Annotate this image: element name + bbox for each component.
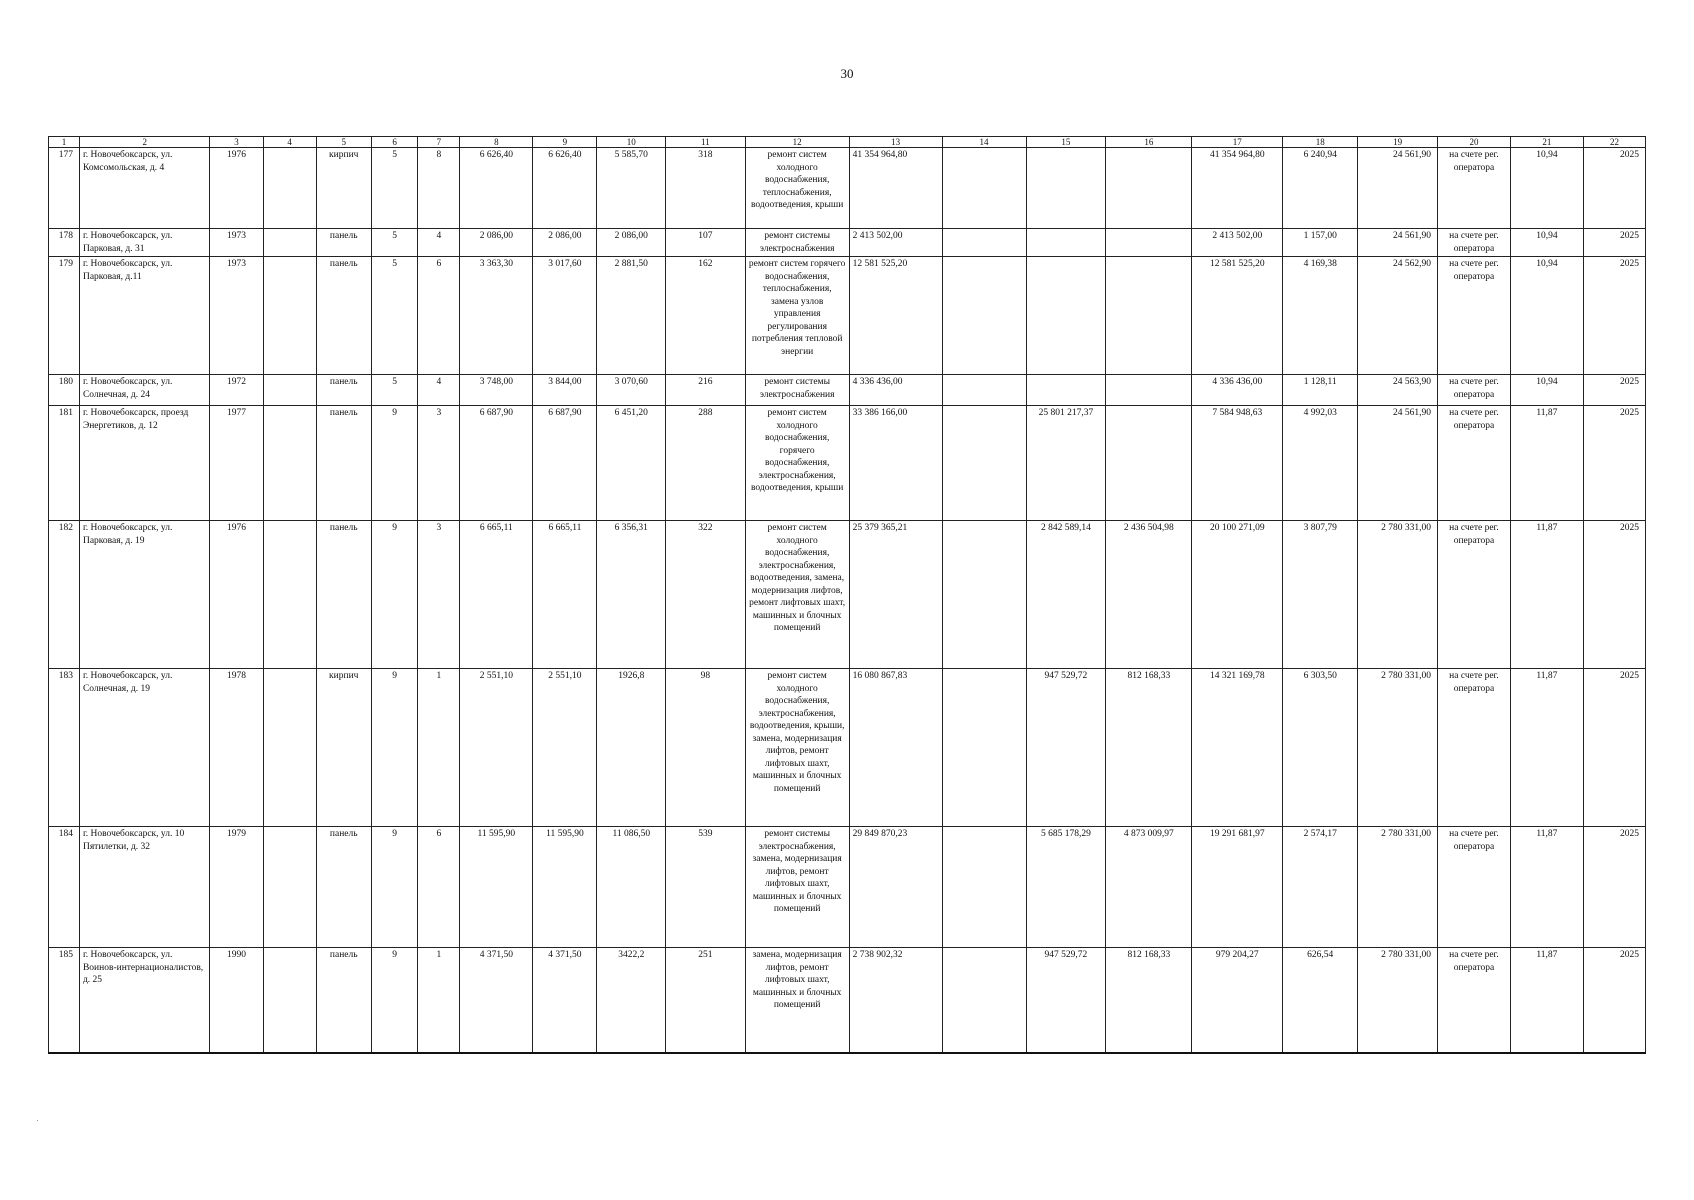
column-number: 7 xyxy=(418,137,460,148)
works-cell: ремонт систем горячего водоснабжения, теплоснабжения, замена узлов управления регулирования потребления тепловой энергии xyxy=(745,257,849,375)
floors-cell: 5 xyxy=(371,229,417,257)
row-number: 183 xyxy=(49,669,80,827)
col19-cell: 24 562,90 xyxy=(1358,257,1438,375)
col19-cell: 2 780 331,00 xyxy=(1358,827,1438,948)
wall-material-cell: панель xyxy=(316,406,371,521)
column-number: 4 xyxy=(263,137,316,148)
col16-cell: 812 168,33 xyxy=(1106,669,1192,827)
year-planned-cell: 2025 xyxy=(1583,257,1645,375)
column-number: 14 xyxy=(942,137,1026,148)
year-built-cell: 1976 xyxy=(210,148,263,229)
col4-cell xyxy=(263,948,316,1054)
funding-cell: на счете рег. оператора xyxy=(1437,375,1510,406)
col14-cell xyxy=(942,669,1026,827)
row-number: 180 xyxy=(49,375,80,406)
year-planned-cell: 2025 xyxy=(1583,669,1645,827)
col14-cell xyxy=(942,406,1026,521)
entrances-cell: 8 xyxy=(418,148,460,229)
residents-cell: 98 xyxy=(666,669,746,827)
year-built-cell: 1976 xyxy=(210,521,263,669)
entrances-cell: 4 xyxy=(418,229,460,257)
col18-cell: 4 992,03 xyxy=(1283,406,1358,521)
col17-cell: 41 354 964,80 xyxy=(1192,148,1283,229)
residential-area-cell: 3 070,60 xyxy=(597,375,666,406)
col4-cell xyxy=(263,375,316,406)
funding-cell: на счете рег. оператора xyxy=(1437,406,1510,521)
table-row xyxy=(49,406,1646,521)
col4-cell xyxy=(263,827,316,948)
table-row xyxy=(49,827,1646,948)
wall-material-cell: панель xyxy=(316,948,371,1054)
row-number: 179 xyxy=(49,257,80,375)
col15-cell: 25 801 217,37 xyxy=(1026,406,1106,521)
floors-cell: 9 xyxy=(371,669,417,827)
wall-material-cell: кирпич xyxy=(316,669,371,827)
apartments-area-cell: 3 017,60 xyxy=(533,257,597,375)
works-cell: ремонт систем холодного водоснабжения, теплоснабжения, водоотведения, крыши xyxy=(745,148,849,229)
residents-cell: 318 xyxy=(666,148,746,229)
funding-cell: на счете рег. оператора xyxy=(1437,521,1510,669)
row-number: 182 xyxy=(49,521,80,669)
floors-cell: 5 xyxy=(371,375,417,406)
works-cell: ремонт систем холодного водоснабжения, горячего водоснабжения, электроснабжения, водоотведения, крыши xyxy=(745,406,849,521)
column-number: 8 xyxy=(460,137,533,148)
total-cost-cell: 2 413 502,00 xyxy=(849,229,942,257)
col14-cell xyxy=(942,229,1026,257)
total-cost-cell: 16 080 867,83 xyxy=(849,669,942,827)
wall-material-cell: панель xyxy=(316,521,371,669)
address-cell: г. Новочебоксарск, ул. Комсомольская, д. 4 xyxy=(79,148,210,229)
residential-area-cell: 1926,8 xyxy=(597,669,666,827)
total-area-cell: 6 665,11 xyxy=(460,521,533,669)
col21-cell: 10,94 xyxy=(1510,148,1583,229)
col16-cell: 4 873 009,97 xyxy=(1106,827,1192,948)
col15-cell: 2 842 589,14 xyxy=(1026,521,1106,669)
works-cell: замена, модернизация лифтов, ремонт лифтовых шахт, машинных и блочных помещений xyxy=(745,948,849,1054)
year-built-cell: 1973 xyxy=(210,229,263,257)
page-number: 30 xyxy=(840,66,854,81)
apartments-area-cell: 4 371,50 xyxy=(533,948,597,1054)
col19-cell: 24 563,90 xyxy=(1358,375,1438,406)
total-cost-cell: 4 336 436,00 xyxy=(849,375,942,406)
table-row xyxy=(49,375,1646,406)
col18-cell: 2 574,17 xyxy=(1283,827,1358,948)
funding-cell: на счете рег. оператора xyxy=(1437,229,1510,257)
col18-cell: 1 157,00 xyxy=(1283,229,1358,257)
wall-material-cell: панель xyxy=(316,229,371,257)
floors-cell: 5 xyxy=(371,148,417,229)
total-area-cell: 2 551,10 xyxy=(460,669,533,827)
entrances-cell: 1 xyxy=(418,669,460,827)
floors-cell: 9 xyxy=(371,827,417,948)
residents-cell: 107 xyxy=(666,229,746,257)
year-planned-cell: 2025 xyxy=(1583,948,1645,1054)
year-planned-cell: 2025 xyxy=(1583,148,1645,229)
residential-area-cell: 6 451,20 xyxy=(597,406,666,521)
year-planned-cell: 2025 xyxy=(1583,406,1645,521)
wall-material-cell: кирпич xyxy=(316,148,371,229)
floors-cell: 9 xyxy=(371,406,417,521)
total-area-cell: 11 595,90 xyxy=(460,827,533,948)
total-area-cell: 3 363,30 xyxy=(460,257,533,375)
column-number: 18 xyxy=(1283,137,1358,148)
row-number: 184 xyxy=(49,827,80,948)
col17-cell: 19 291 681,97 xyxy=(1192,827,1283,948)
address-cell: г. Новочебоксарск, проезд Энергетиков, д. 12 xyxy=(79,406,210,521)
col18-cell: 3 807,79 xyxy=(1283,521,1358,669)
col21-cell: 10,94 xyxy=(1510,257,1583,375)
col17-cell: 20 100 271,09 xyxy=(1192,521,1283,669)
row-number: 185 xyxy=(49,948,80,1054)
total-area-cell: 6 687,90 xyxy=(460,406,533,521)
col15-cell: 947 529,72 xyxy=(1026,669,1106,827)
total-area-cell: 6 626,40 xyxy=(460,148,533,229)
column-number: 21 xyxy=(1510,137,1583,148)
address-cell: г. Новочебоксарск, ул. Парковая, д. 31 xyxy=(79,229,210,257)
column-number: 15 xyxy=(1026,137,1106,148)
col14-cell xyxy=(942,521,1026,669)
col18-cell: 1 128,11 xyxy=(1283,375,1358,406)
col17-cell: 12 581 525,20 xyxy=(1192,257,1283,375)
total-area-cell: 3 748,00 xyxy=(460,375,533,406)
table-row xyxy=(49,229,1646,257)
column-number: 16 xyxy=(1106,137,1192,148)
entrances-cell: 6 xyxy=(418,827,460,948)
works-cell: ремонт систем холодного водоснабжения, электроснабжения, водоотведения, замена, модернизация лифтов, ремонт лифтовых шахт, машинных и блочных помещений xyxy=(745,521,849,669)
table-row xyxy=(49,521,1646,669)
residential-area-cell: 2 086,00 xyxy=(597,229,666,257)
year-planned-cell: 2025 xyxy=(1583,229,1645,257)
total-cost-cell: 12 581 525,20 xyxy=(849,257,942,375)
column-number: 12 xyxy=(745,137,849,148)
row-number: 177 xyxy=(49,148,80,229)
residential-area-cell: 11 086,50 xyxy=(597,827,666,948)
address-cell: г. Новочебоксарск, ул. 10 Пятилетки, д. 32 xyxy=(79,827,210,948)
works-cell: ремонт системы электроснабжения, замена, модернизация лифтов, ремонт лифтовых шахт, машинных и блочных помещений xyxy=(745,827,849,948)
col21-cell: 10,94 xyxy=(1510,375,1583,406)
col15-cell xyxy=(1026,148,1106,229)
scan-speck xyxy=(37,1120,38,1121)
year-built-cell: 1972 xyxy=(210,375,263,406)
column-number: 10 xyxy=(597,137,666,148)
works-cell: ремонт системы электроснабжения xyxy=(745,375,849,406)
residents-cell: 216 xyxy=(666,375,746,406)
apartments-area-cell: 3 844,00 xyxy=(533,375,597,406)
column-number: 13 xyxy=(849,137,942,148)
col21-cell: 11,87 xyxy=(1510,827,1583,948)
address-cell: г. Новочебоксарск, ул. Парковая, д. 19 xyxy=(79,521,210,669)
col18-cell: 6 240,94 xyxy=(1283,148,1358,229)
col15-cell: 5 685 178,29 xyxy=(1026,827,1106,948)
entrances-cell: 3 xyxy=(418,521,460,669)
col19-cell: 24 561,90 xyxy=(1358,229,1438,257)
residents-cell: 251 xyxy=(666,948,746,1054)
col21-cell: 10,94 xyxy=(1510,229,1583,257)
residential-area-cell: 6 356,31 xyxy=(597,521,666,669)
col16-cell xyxy=(1106,229,1192,257)
column-number: 3 xyxy=(210,137,263,148)
column-number: 5 xyxy=(316,137,371,148)
wall-material-cell: панель xyxy=(316,375,371,406)
column-number-row xyxy=(49,137,1646,148)
total-cost-cell: 2 738 902,32 xyxy=(849,948,942,1054)
year-planned-cell: 2025 xyxy=(1583,521,1645,669)
col16-cell xyxy=(1106,148,1192,229)
col21-cell: 11,87 xyxy=(1510,669,1583,827)
funding-cell: на счете рег. оператора xyxy=(1437,948,1510,1054)
col19-cell: 2 780 331,00 xyxy=(1358,669,1438,827)
residents-cell: 288 xyxy=(666,406,746,521)
apartments-area-cell: 11 595,90 xyxy=(533,827,597,948)
col16-cell xyxy=(1106,257,1192,375)
col14-cell xyxy=(942,375,1026,406)
year-built-cell: 1979 xyxy=(210,827,263,948)
col4-cell xyxy=(263,521,316,669)
column-number: 19 xyxy=(1358,137,1438,148)
col19-cell: 2 780 331,00 xyxy=(1358,521,1438,669)
row-number: 181 xyxy=(49,406,80,521)
col17-cell: 2 413 502,00 xyxy=(1192,229,1283,257)
address-cell: г. Новочебоксарск, ул. Солнечная, д. 24 xyxy=(79,375,210,406)
residents-cell: 539 xyxy=(666,827,746,948)
total-cost-cell: 29 849 870,23 xyxy=(849,827,942,948)
col21-cell: 11,87 xyxy=(1510,521,1583,669)
col14-cell xyxy=(942,827,1026,948)
col16-cell xyxy=(1106,406,1192,521)
apartments-area-cell: 6 665,11 xyxy=(533,521,597,669)
col21-cell: 11,87 xyxy=(1510,406,1583,521)
col21-cell: 11,87 xyxy=(1510,948,1583,1054)
column-number: 20 xyxy=(1437,137,1510,148)
col4-cell xyxy=(263,406,316,521)
col19-cell: 24 561,90 xyxy=(1358,406,1438,521)
col15-cell xyxy=(1026,375,1106,406)
col17-cell: 979 204,27 xyxy=(1192,948,1283,1054)
col14-cell xyxy=(942,257,1026,375)
year-built-cell: 1990 xyxy=(210,948,263,1054)
entrances-cell: 3 xyxy=(418,406,460,521)
col18-cell: 626,54 xyxy=(1283,948,1358,1054)
capital-repair-table xyxy=(48,136,1646,1054)
year-built-cell: 1973 xyxy=(210,257,263,375)
col17-cell: 7 584 948,63 xyxy=(1192,406,1283,521)
col16-cell: 812 168,33 xyxy=(1106,948,1192,1054)
col17-cell: 14 321 169,78 xyxy=(1192,669,1283,827)
entrances-cell: 6 xyxy=(418,257,460,375)
residents-cell: 322 xyxy=(666,521,746,669)
works-cell: ремонт системы электроснабжения xyxy=(745,229,849,257)
column-number: 2 xyxy=(79,137,210,148)
apartments-area-cell: 2 551,10 xyxy=(533,669,597,827)
entrances-cell: 1 xyxy=(418,948,460,1054)
year-built-cell: 1977 xyxy=(210,406,263,521)
total-area-cell: 2 086,00 xyxy=(460,229,533,257)
year-planned-cell: 2025 xyxy=(1583,827,1645,948)
residential-area-cell: 2 881,50 xyxy=(597,257,666,375)
year-planned-cell: 2025 xyxy=(1583,375,1645,406)
table-row xyxy=(49,669,1646,827)
col15-cell xyxy=(1026,229,1106,257)
funding-cell: на счете рег. оператора xyxy=(1437,669,1510,827)
col4-cell xyxy=(263,669,316,827)
residents-cell: 162 xyxy=(666,257,746,375)
col18-cell: 6 303,50 xyxy=(1283,669,1358,827)
funding-cell: на счете рег. оператора xyxy=(1437,827,1510,948)
col14-cell xyxy=(942,948,1026,1054)
floors-cell: 5 xyxy=(371,257,417,375)
apartments-area-cell: 6 626,40 xyxy=(533,148,597,229)
column-number: 17 xyxy=(1192,137,1283,148)
apartments-area-cell: 6 687,90 xyxy=(533,406,597,521)
col15-cell xyxy=(1026,257,1106,375)
total-cost-cell: 41 354 964,80 xyxy=(849,148,942,229)
col19-cell: 24 561,90 xyxy=(1358,148,1438,229)
column-number: 6 xyxy=(371,137,417,148)
total-area-cell: 4 371,50 xyxy=(460,948,533,1054)
col19-cell: 2 780 331,00 xyxy=(1358,948,1438,1054)
address-cell: г. Новочебоксарск, ул. Солнечная, д. 19 xyxy=(79,669,210,827)
column-number: 11 xyxy=(666,137,746,148)
entrances-cell: 4 xyxy=(418,375,460,406)
col4-cell xyxy=(263,257,316,375)
col17-cell: 4 336 436,00 xyxy=(1192,375,1283,406)
floors-cell: 9 xyxy=(371,521,417,669)
apartments-area-cell: 2 086,00 xyxy=(533,229,597,257)
residential-area-cell: 5 585,70 xyxy=(597,148,666,229)
address-cell: г. Новочебоксарск, ул. Воинов-интернационалистов, д. 25 xyxy=(79,948,210,1054)
wall-material-cell: панель xyxy=(316,257,371,375)
funding-cell: на счете рег. оператора xyxy=(1437,148,1510,229)
total-cost-cell: 33 386 166,00 xyxy=(849,406,942,521)
year-built-cell: 1978 xyxy=(210,669,263,827)
col4-cell xyxy=(263,148,316,229)
column-number: 1 xyxy=(49,137,80,148)
address-cell: г. Новочебоксарск, ул. Парковая, д.11 xyxy=(79,257,210,375)
row-number: 178 xyxy=(49,229,80,257)
col16-cell xyxy=(1106,375,1192,406)
table-row xyxy=(49,148,1646,229)
total-cost-cell: 25 379 365,21 xyxy=(849,521,942,669)
wall-material-cell: панель xyxy=(316,827,371,948)
residential-area-cell: 3422,2 xyxy=(597,948,666,1054)
col15-cell: 947 529,72 xyxy=(1026,948,1106,1054)
col14-cell xyxy=(942,148,1026,229)
floors-cell: 9 xyxy=(371,948,417,1054)
funding-cell: на счете рег. оператора xyxy=(1437,257,1510,375)
col4-cell xyxy=(263,229,316,257)
column-number: 22 xyxy=(1583,137,1645,148)
col16-cell: 2 436 504,98 xyxy=(1106,521,1192,669)
column-number: 9 xyxy=(533,137,597,148)
table-row xyxy=(49,257,1646,375)
table-row xyxy=(49,948,1646,1054)
col18-cell: 4 169,38 xyxy=(1283,257,1358,375)
works-cell: ремонт систем холодного водоснабжения, электроснабжения, водоотведения, крыши, замена, модернизация лифтов, ремонт лифтовых шахт, машинных и блочных помещений xyxy=(745,669,849,827)
